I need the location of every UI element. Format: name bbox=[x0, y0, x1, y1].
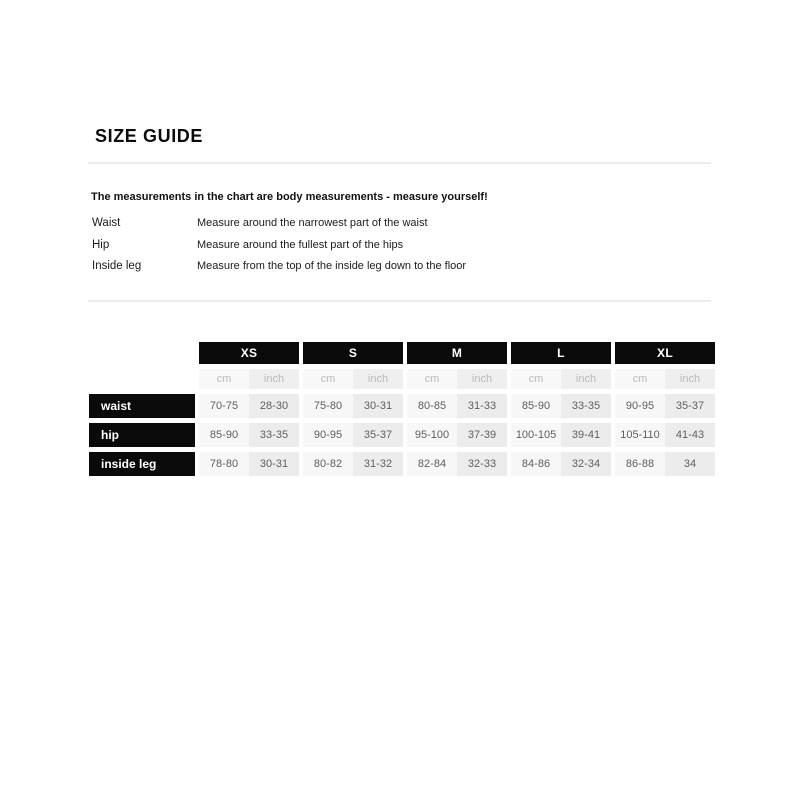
label-spacer bbox=[89, 342, 195, 364]
unit-group-xs bbox=[199, 369, 299, 389]
value-group-l bbox=[511, 423, 611, 447]
cell-value-inch: 41-43 bbox=[665, 423, 715, 447]
unit-group-s bbox=[303, 369, 403, 389]
unit-header-cm: cm bbox=[303, 369, 353, 389]
row-label: hip bbox=[89, 423, 195, 447]
cell-value-inch: 31-33 bbox=[457, 394, 507, 418]
top-divider bbox=[88, 162, 711, 164]
definition-row-hip bbox=[92, 238, 466, 252]
cell-value-inch: 33-35 bbox=[561, 394, 611, 418]
intro-text: The measurements in the chart are body measurements - measure yourself! bbox=[91, 191, 488, 203]
size-column-header-xs: XS bbox=[199, 342, 299, 364]
cell-value-cm: 70-75 bbox=[199, 394, 249, 418]
value-group-m bbox=[407, 423, 507, 447]
unit-header-cm: cm bbox=[615, 369, 665, 389]
unit-header-inch: inch bbox=[561, 369, 611, 389]
value-group-m bbox=[407, 394, 507, 418]
page-title: SIZE GUIDE bbox=[95, 126, 204, 146]
value-group-xs bbox=[199, 423, 299, 447]
value-group-l bbox=[511, 452, 611, 476]
unit-header-cm: cm bbox=[511, 369, 561, 389]
cell-value-cm: 78-80 bbox=[199, 452, 249, 476]
unit-group-l bbox=[511, 369, 611, 389]
size-column-header-xl: XL bbox=[615, 342, 715, 364]
value-group-xl bbox=[615, 423, 715, 447]
value-group-m bbox=[407, 452, 507, 476]
cell-value-inch: 32-33 bbox=[457, 452, 507, 476]
cell-value-cm: 105-110 bbox=[615, 423, 665, 447]
unit-header-row bbox=[89, 369, 715, 389]
cell-value-inch: 28-30 bbox=[249, 394, 299, 418]
cell-value-inch: 37-39 bbox=[457, 423, 507, 447]
value-group-s bbox=[303, 452, 403, 476]
cell-value-cm: 95-100 bbox=[407, 423, 457, 447]
bottom-divider bbox=[88, 300, 711, 302]
cell-value-cm: 90-95 bbox=[615, 394, 665, 418]
unit-group-m bbox=[407, 369, 507, 389]
cell-value-inch: 31-32 bbox=[353, 452, 403, 476]
table-row-waist bbox=[89, 394, 715, 418]
unit-group-xl bbox=[615, 369, 715, 389]
size-table bbox=[89, 342, 715, 481]
cell-value-cm: 75-80 bbox=[303, 394, 353, 418]
unit-header-inch: inch bbox=[353, 369, 403, 389]
definition-term: Inside leg bbox=[92, 260, 142, 272]
definition-description: Measure around the narrowest part of the waist bbox=[197, 217, 428, 229]
value-group-xs bbox=[199, 452, 299, 476]
cell-value-inch: 35-37 bbox=[353, 423, 403, 447]
cell-value-inch: 39-41 bbox=[561, 423, 611, 447]
size-column-header-m: M bbox=[407, 342, 507, 364]
row-label: inside leg bbox=[89, 452, 195, 476]
cell-value-cm: 85-90 bbox=[511, 394, 561, 418]
unit-header-cm: cm bbox=[407, 369, 457, 389]
definition-term: Hip bbox=[92, 238, 110, 251]
value-group-s bbox=[303, 423, 403, 447]
value-group-s bbox=[303, 394, 403, 418]
unit-header-inch: inch bbox=[249, 369, 299, 389]
cell-value-cm: 80-85 bbox=[407, 394, 457, 418]
definition-row-inside-leg bbox=[92, 259, 466, 273]
cell-value-cm: 100-105 bbox=[511, 423, 561, 447]
unit-header-inch: inch bbox=[665, 369, 715, 389]
value-group-xl bbox=[615, 452, 715, 476]
cell-value-inch: 34 bbox=[665, 452, 715, 476]
table-row-inside-leg bbox=[89, 452, 715, 476]
size-column-header-s: S bbox=[303, 342, 403, 364]
size-column-header-l: L bbox=[511, 342, 611, 364]
cell-value-cm: 90-95 bbox=[303, 423, 353, 447]
cell-value-cm: 80-82 bbox=[303, 452, 353, 476]
cell-value-inch: 30-31 bbox=[353, 394, 403, 418]
label-spacer bbox=[89, 369, 195, 389]
cell-value-inch: 30-31 bbox=[249, 452, 299, 476]
measurement-definitions bbox=[92, 216, 466, 281]
definition-row-waist bbox=[92, 216, 466, 230]
cell-value-cm: 86-88 bbox=[615, 452, 665, 476]
size-header-row bbox=[89, 342, 715, 364]
definition-description: Measure from the top of the inside leg down to the floor bbox=[197, 260, 467, 272]
cell-value-inch: 35-37 bbox=[665, 394, 715, 418]
value-group-l bbox=[511, 394, 611, 418]
unit-header-cm: cm bbox=[199, 369, 249, 389]
cell-value-inch: 33-35 bbox=[249, 423, 299, 447]
row-label: waist bbox=[89, 394, 195, 418]
cell-value-cm: 85-90 bbox=[199, 423, 249, 447]
value-group-xl bbox=[615, 394, 715, 418]
unit-header-inch: inch bbox=[457, 369, 507, 389]
definition-term: Waist bbox=[92, 217, 121, 229]
table-row-hip bbox=[89, 423, 715, 447]
cell-value-cm: 84-86 bbox=[511, 452, 561, 476]
value-group-xs bbox=[199, 394, 299, 418]
cell-value-inch: 32-34 bbox=[561, 452, 611, 476]
definition-description: Measure around the fullest part of the hips bbox=[197, 238, 404, 251]
cell-value-cm: 82-84 bbox=[407, 452, 457, 476]
